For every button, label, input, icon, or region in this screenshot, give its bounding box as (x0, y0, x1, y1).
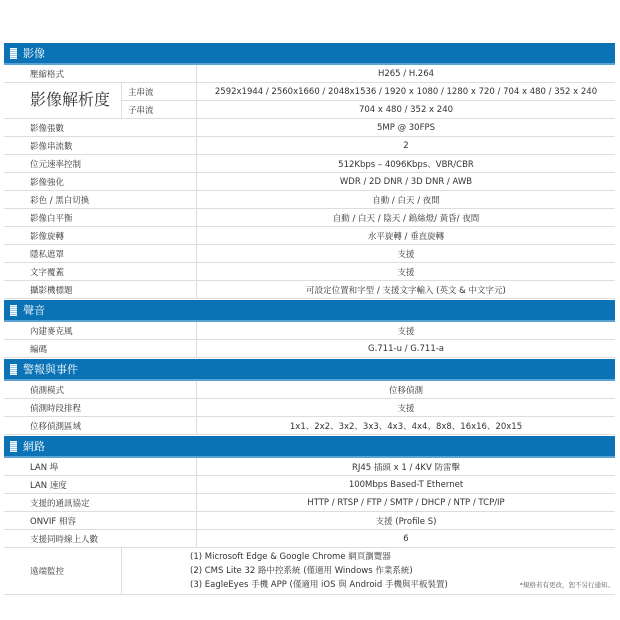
section-title: 影像 (23, 47, 45, 60)
spec-row (4, 137, 615, 155)
section-title: 聲音 (23, 304, 45, 317)
spec-value-line: (3) EagleEyes 手機 APP (僅適用 iOS 與 Android 手機與平板裝置) (190, 580, 448, 590)
spec-row (4, 494, 615, 512)
spec-value: 5MP @ 30FPS (196, 119, 615, 136)
spec-label-spacer (121, 245, 196, 262)
spec-label: 遠端監控 (30, 567, 65, 577)
spec-value: 2 (196, 137, 615, 154)
spec-sublabel: 子串流 (121, 101, 196, 118)
spec-label: 編碼 (30, 344, 48, 355)
spec-row (4, 119, 615, 137)
spec-value: 自動 / 白天 / 陰天 / 鎢絲燈/ 黃昏/ 夜間 (196, 209, 615, 226)
spec-label: 影像解析度 (30, 90, 111, 109)
spec-subrow (121, 101, 615, 118)
spec-row (4, 417, 615, 435)
spec-row (4, 191, 615, 209)
spec-label: ONVIF 相容 (30, 516, 76, 527)
spec-label-spacer (121, 476, 196, 493)
spec-row (4, 263, 615, 281)
spec-label: 位移偵測區域 (30, 421, 82, 432)
spec-table (4, 42, 615, 595)
spec-label: 影像張數 (30, 123, 65, 134)
spec-row (4, 476, 615, 494)
section-title: 網路 (23, 440, 45, 453)
spec-label: 偵測時段排程 (30, 403, 82, 414)
spec-value: H265 / H.264 (196, 65, 615, 82)
spec-label: 攝影機標題 (30, 285, 73, 296)
spec-row (4, 381, 615, 399)
spec-label: 彩色 / 黑白切換 (30, 195, 90, 206)
spec-row-group (4, 83, 615, 119)
spec-label-spacer (121, 119, 196, 136)
spec-label-spacer (121, 458, 196, 475)
section-icon (10, 305, 17, 316)
spec-label-spacer (121, 227, 196, 244)
spec-value: 支援 (Profile S) (196, 512, 615, 529)
spec-value: 100Mbps Based-T Ethernet (196, 476, 615, 493)
spec-label: 文字覆蓋 (30, 267, 65, 278)
spec-value: 自動 / 白天 / 夜間 (196, 191, 615, 208)
spec-value: 位移偵測 (196, 381, 615, 398)
spec-label: 壓縮格式 (30, 69, 65, 80)
spec-label-spacer (121, 322, 196, 339)
spec-value: 2592x1944 / 2560x1660 / 2048x1536 / 1920 x 1080 / 1280 x 720 / 704 x 480 / 352 x 240 (196, 83, 615, 100)
section-header (4, 300, 615, 322)
spec-label-spacer (121, 340, 196, 357)
spec-value: 可設定位置和字型 / 支援文字輸入 (英文 & 中文字元) (196, 281, 615, 298)
section-icon (10, 441, 17, 452)
spec-row (4, 458, 615, 476)
spec-label-spacer (121, 263, 196, 280)
spec-row (4, 209, 615, 227)
spec-row (4, 173, 615, 191)
spec-value: HTTP / RTSP / FTP / SMTP / DHCP / NTP / TCP/IP (196, 494, 615, 511)
section-header (4, 43, 615, 65)
spec-row (4, 245, 615, 263)
spec-value: 水平旋轉 / 垂直旋轉 (196, 227, 615, 244)
spec-label-spacer (121, 191, 196, 208)
spec-row (4, 65, 615, 83)
section-icon (10, 48, 17, 59)
spec-label-spacer (121, 173, 196, 190)
spec-value: RJ45 插頭 x 1 / 4KV 防雷擊 (196, 458, 615, 475)
spec-row (4, 399, 615, 417)
footnote: *規格若有更改，恕不另行通知。 (519, 581, 614, 589)
spec-value: 512Kbps – 4096Kbps、VBR/CBR (196, 155, 615, 172)
spec-subrows (121, 83, 615, 118)
spec-label-spacer (121, 209, 196, 226)
spec-row (4, 530, 615, 548)
spec-row (4, 281, 615, 299)
spec-row (4, 227, 615, 245)
spec-value-line: (2) CMS Lite 32 路中控系統 (僅適用 Windows 作業系統) (190, 566, 413, 576)
spec-value: 支援 (196, 399, 615, 416)
spec-value: 1x1、2x2、3x2、3x3、4x3、4x4、8x8、16x16、20x15 (196, 417, 615, 434)
spec-value-line: (1) Microsoft Edge & Google Chrome 網頁瀏覽器 (190, 552, 391, 562)
spec-value: 支援 (196, 322, 615, 339)
spec-subrow (121, 83, 615, 101)
spec-label-spacer (121, 530, 196, 547)
spec-value: 支援 (196, 263, 615, 280)
spec-label-spacer (121, 281, 196, 298)
spec-row (4, 322, 615, 340)
spec-row (4, 512, 615, 530)
section-icon (10, 364, 17, 375)
spec-label-spacer (121, 512, 196, 529)
spec-label-spacer (121, 65, 196, 82)
spec-sublabel: 主串流 (121, 83, 196, 100)
spec-label: LAN 埠 (30, 462, 59, 473)
spec-value: 6 (196, 530, 615, 547)
section-header (4, 359, 615, 381)
spec-label: 支援同時線上人數 (30, 534, 99, 545)
spec-value: 704 x 480 / 352 x 240 (196, 101, 615, 118)
spec-label-spacer (121, 417, 196, 434)
spec-label-spacer (121, 137, 196, 154)
spec-label: 影像強化 (30, 177, 65, 188)
spec-label-spacer (121, 381, 196, 398)
spec-label: 位元速率控制 (30, 159, 82, 170)
spec-value: G.711-u / G.711-a (196, 340, 615, 357)
spec-label: 偵測模式 (30, 385, 65, 396)
spec-label-spacer (121, 494, 196, 511)
spec-label: 隱私遮罩 (30, 249, 65, 260)
spec-label-spacer (121, 399, 196, 416)
spec-row (4, 155, 615, 173)
spec-label: 影像旋轉 (30, 231, 65, 242)
spec-label: 影像串流數 (30, 141, 73, 152)
spec-row (4, 340, 615, 358)
section-title: 警報與事件 (23, 363, 78, 376)
spec-value: 支援 (196, 245, 615, 262)
spec-label-spacer (121, 155, 196, 172)
spec-label: 支援的通訊協定 (30, 498, 90, 509)
spec-value: WDR / 2D DNR / 3D DNR / AWB (196, 173, 615, 190)
spec-label: LAN 速度 (30, 480, 67, 491)
spec-label: 影像白平衡 (30, 213, 73, 224)
spec-label: 內建麥克風 (30, 326, 73, 337)
section-header (4, 436, 615, 458)
